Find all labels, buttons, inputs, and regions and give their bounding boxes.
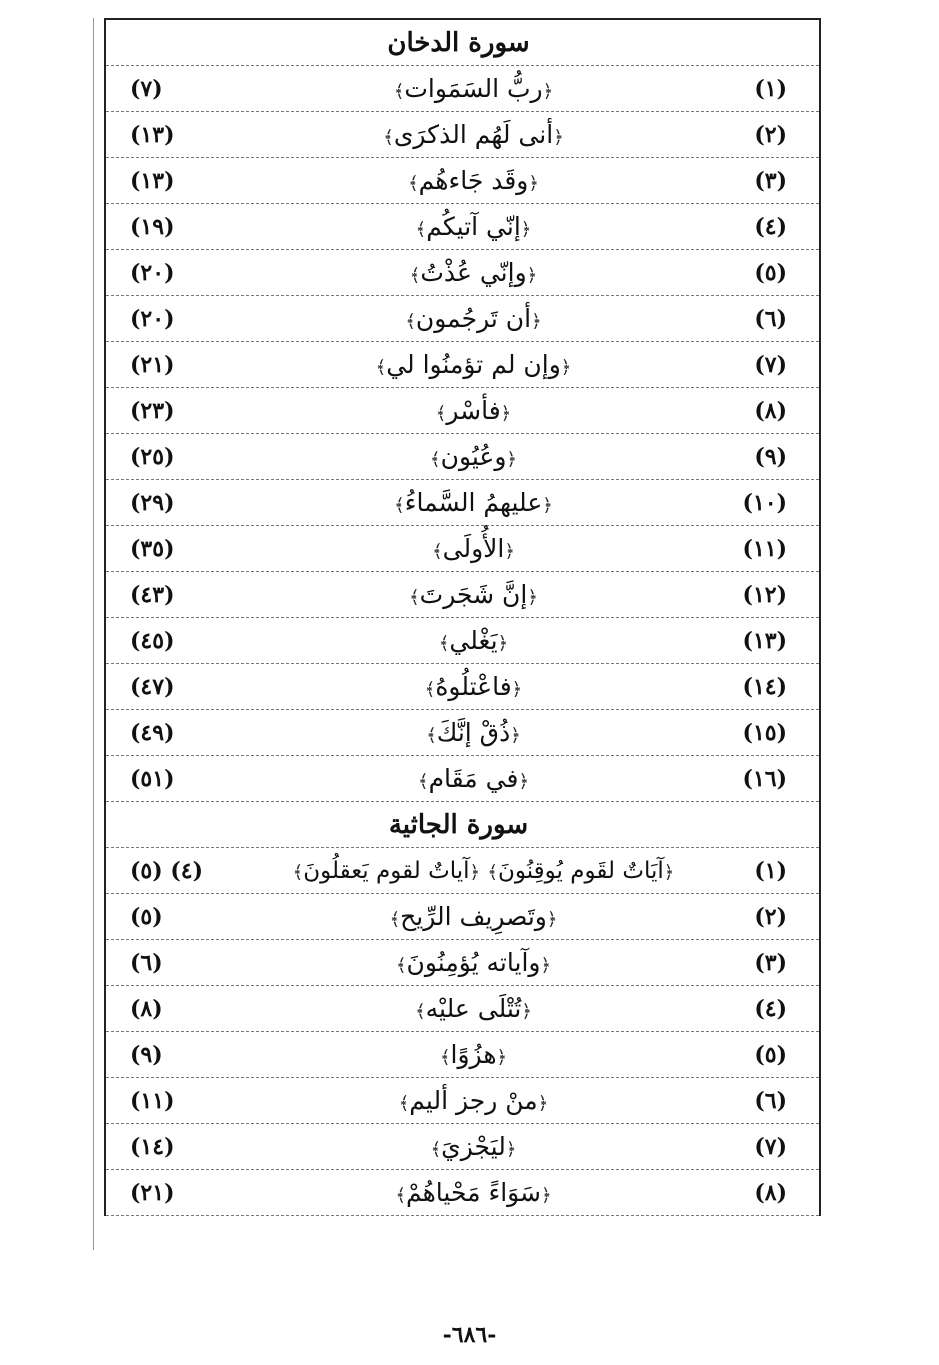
quran-phrase-text: أنى لَهُم الذكرَى [393, 120, 554, 149]
entry-number: (٩) [754, 443, 787, 470]
quran-phrase-text: وإنّي عُذْتُ [420, 258, 527, 287]
ornament-open: ﴿ [531, 311, 542, 332]
ornament-close: ﴾ [395, 955, 407, 976]
verse-reference: (١٣) [130, 167, 175, 194]
quran-phrase [250, 858, 717, 884]
ornament-close: ﴾ [426, 725, 437, 746]
verse-reference: (٢٥) [130, 443, 175, 470]
verse-reference: (٩) [130, 1041, 163, 1068]
ornament-open: ﴿ [528, 173, 539, 194]
index-row [106, 342, 819, 388]
ornament-close: ﴾ [439, 1047, 451, 1068]
ornament-open: ﴿ [505, 1139, 517, 1160]
verse-reference: (٢١) [130, 351, 175, 378]
verse-reference: (١٤) [130, 1133, 175, 1160]
quran-phrase-text: وإن لم تؤمنُوا لي [386, 350, 561, 379]
verse-reference: (٢٩) [130, 489, 175, 516]
quran-phrase-text: منْ رجز أليم [409, 1086, 538, 1115]
quran-phrase [230, 120, 717, 149]
index-row [106, 710, 819, 756]
ornament-open: ﴿ [496, 1047, 508, 1068]
quran-phrase-text: سَوَاءً مَحْياهُمْ [405, 1178, 542, 1207]
quran-phrase [230, 304, 717, 333]
quran-phrase-text: فاعْتلُوهُ [435, 672, 512, 701]
entry-number: (٣) [754, 167, 787, 194]
ornament-open: ﴿ [663, 861, 675, 883]
quran-phrase [230, 1178, 717, 1207]
quran-phrase-text: ليَجْزيَ [441, 1132, 506, 1161]
entry-number: (١١) [742, 535, 787, 562]
quran-phrase-text: في مَقَام [428, 764, 519, 793]
entry-number: (١) [754, 75, 787, 102]
index-row [106, 112, 819, 158]
entry-number: (١٤) [742, 673, 787, 700]
quran-phrase [230, 626, 717, 655]
ornament-close: ﴾ [438, 633, 450, 654]
quran-phrase-text: أن تَرجُمون [415, 304, 532, 333]
ornament-close: ﴾ [405, 311, 416, 332]
quran-phrase [230, 396, 717, 425]
ornament-open: ﴿ [504, 541, 515, 562]
index-row [106, 1078, 819, 1124]
quran-phrase-text: وعُيُون [440, 442, 507, 471]
ornament-open: ﴿ [542, 495, 553, 516]
page-number: -٦٨٦- [442, 1322, 497, 1348]
quran-phrase [230, 580, 717, 609]
ornament-open: ﴿ [560, 357, 572, 378]
ornament-open: ﴿ [553, 127, 564, 148]
ornament-close: ﴾ [435, 403, 447, 424]
quran-phrase-text: عليهمُ السَّماءُ [404, 488, 543, 517]
verse-reference: (٤٧) [130, 673, 175, 700]
index-row [106, 848, 819, 894]
entry-number: (٢) [754, 903, 787, 930]
ornament-close: ﴾ [430, 1139, 442, 1160]
entry-number: (٤) [754, 213, 787, 240]
surah-title-row [106, 802, 819, 848]
index-row [106, 894, 819, 940]
entry-number: (٤) [754, 995, 787, 1022]
ornament-open: ﴿ [469, 861, 481, 883]
ornament-open: ﴿ [497, 633, 509, 654]
ornament-open: ﴿ [546, 909, 558, 930]
quran-phrase [230, 350, 717, 379]
entry-number: (١) [754, 857, 787, 884]
verse-reference: (٢١) [130, 1179, 175, 1206]
entry-number: (٨) [754, 1179, 787, 1206]
index-row [106, 756, 819, 802]
quran-phrase-text: وقَد جَاءهُم [418, 166, 529, 195]
verse-reference: (١١) [130, 1087, 175, 1114]
verse-reference: (٤٥) [130, 627, 175, 654]
index-row [106, 526, 819, 572]
ornament-close: ﴾ [430, 449, 441, 470]
index-row [106, 940, 819, 986]
verse-reference: (٧) [130, 75, 163, 102]
quran-phrase-text: ذُقْ إنَّكَ [436, 718, 511, 747]
quran-phrase-text: آياتٌ لقوم يَعقلُونَ [303, 857, 470, 884]
verse-reference: (٢٠) [130, 259, 175, 286]
ornament-open: ﴿ [506, 449, 517, 470]
quran-phrase-text: يَغْلي [449, 626, 498, 655]
index-row [106, 480, 819, 526]
index-row [106, 434, 819, 480]
surah-title-row [106, 20, 819, 66]
entry-number: (١٣) [742, 627, 787, 654]
ornament-open: ﴿ [510, 725, 521, 746]
ornament-open: ﴿ [537, 1093, 549, 1114]
verse-reference: (٤٣) [130, 581, 175, 608]
ornament-open: ﴿ [520, 219, 532, 240]
ornament-close: ﴾ [415, 219, 427, 240]
index-row [106, 1170, 819, 1216]
entry-number: (٣) [754, 949, 787, 976]
quran-phrase [230, 166, 717, 195]
ornament-open: ﴿ [518, 771, 529, 792]
index-row [106, 66, 819, 112]
verse-reference: (١٩) [130, 213, 175, 240]
quran-phrase [230, 442, 717, 471]
entry-number: (٨) [754, 397, 787, 424]
ornament-close: ﴾ [415, 1001, 426, 1022]
ornament-open: ﴿ [526, 265, 538, 286]
verse-reference: (٢٠) [130, 305, 175, 332]
quran-phrase-text: تُتْلَى عليْه [425, 994, 522, 1023]
quran-phrase-text: إنّي آتيكُم [426, 212, 521, 241]
verse-reference: (٣٥) [130, 535, 175, 562]
ornament-open: ﴿ [540, 955, 552, 976]
quran-phrase [230, 718, 717, 747]
quran-phrase [230, 1040, 717, 1069]
ornament-close: ﴾ [383, 127, 394, 148]
ornament-close: ﴾ [389, 909, 401, 930]
quran-phrase-text: آيَاتٌ لقَوم يُوقِنُونَ [497, 857, 664, 884]
verse-reference: (٨) [130, 995, 163, 1022]
ornament-close: ﴾ [424, 679, 436, 700]
ornament-close: ﴾ [395, 1185, 406, 1206]
verse-reference: (٤٩) [130, 719, 175, 746]
entry-number: (١٥) [742, 719, 787, 746]
index-row [106, 296, 819, 342]
quran-phrase [230, 488, 717, 517]
quran-phrase-text: وتَصرِيف الرِّيح [400, 902, 547, 931]
entry-number: (٦) [754, 305, 787, 332]
quran-phrase [230, 902, 717, 931]
verse-reference: (٥١) [130, 765, 175, 792]
entry-number: (٦) [754, 1087, 787, 1114]
quran-phrase [230, 534, 717, 563]
quran-phrase-text: هزُوًا [450, 1040, 497, 1069]
surah-title: سورة الدخان [387, 27, 530, 58]
entry-number: (١٢) [742, 581, 787, 608]
ornament-close: ﴾ [398, 1093, 410, 1114]
ornament-close: ﴾ [487, 861, 498, 883]
entry-number: (١٠) [742, 489, 787, 516]
index-table [104, 18, 821, 1216]
quran-phrase [230, 1132, 717, 1161]
index-row [106, 250, 819, 296]
ornament-close: ﴾ [432, 541, 443, 562]
entry-number: (١٦) [742, 765, 787, 792]
quran-phrase [230, 212, 717, 241]
quran-phrase [230, 1086, 717, 1115]
verse-reference: (٤) (٥) [130, 857, 203, 884]
quran-phrase-text: فأسْر [446, 396, 501, 425]
quran-phrase [230, 74, 717, 103]
quran-phrase [230, 994, 717, 1023]
entry-number: (٥) [754, 1041, 787, 1068]
ornament-close: ﴾ [409, 587, 420, 608]
verse-reference: (٦) [130, 949, 163, 976]
surah-title: سورة الجاثية [388, 809, 529, 840]
index-row [106, 1032, 819, 1078]
quran-phrase-text: الأُولَى [442, 534, 505, 563]
entry-number: (٥) [754, 259, 787, 286]
quran-phrase [230, 764, 717, 793]
index-row [106, 572, 819, 618]
ornament-close: ﴾ [292, 861, 304, 883]
ornament-open: ﴿ [500, 403, 512, 424]
index-row [106, 618, 819, 664]
entry-number: (٧) [754, 351, 787, 378]
quran-phrase-text: وآياته يُؤمِنُونَ [406, 948, 541, 977]
quran-phrase [230, 258, 717, 287]
ornament-close: ﴾ [408, 173, 419, 194]
ornament-close: ﴾ [418, 771, 429, 792]
verse-reference: (٢٣) [130, 397, 175, 424]
entry-number: (٧) [754, 1133, 787, 1160]
ornament-open: ﴿ [541, 1185, 552, 1206]
ornament-close: ﴾ [393, 81, 405, 102]
index-row [106, 986, 819, 1032]
quran-phrase-text: إنَّ شَجَرتَ [419, 580, 528, 609]
ornament-close: ﴾ [409, 265, 421, 286]
ornament-close: ﴾ [394, 495, 405, 516]
ornament-open: ﴿ [511, 679, 523, 700]
index-row [106, 388, 819, 434]
index-row [106, 664, 819, 710]
verse-reference: (٥) [130, 903, 163, 930]
ornament-open: ﴿ [521, 1001, 532, 1022]
ornament-open: ﴿ [542, 81, 554, 102]
index-row [106, 1124, 819, 1170]
ornament-close: ﴾ [375, 357, 387, 378]
verse-reference: (١٣) [130, 121, 175, 148]
ornament-open: ﴿ [527, 587, 538, 608]
entry-number: (٢) [754, 121, 787, 148]
quran-phrase [230, 948, 717, 977]
index-row [106, 204, 819, 250]
quran-phrase [230, 672, 717, 701]
quran-phrase-text: ربُّ السَمَوات [404, 74, 543, 103]
outer-margin-line [93, 18, 94, 1250]
index-row [106, 158, 819, 204]
